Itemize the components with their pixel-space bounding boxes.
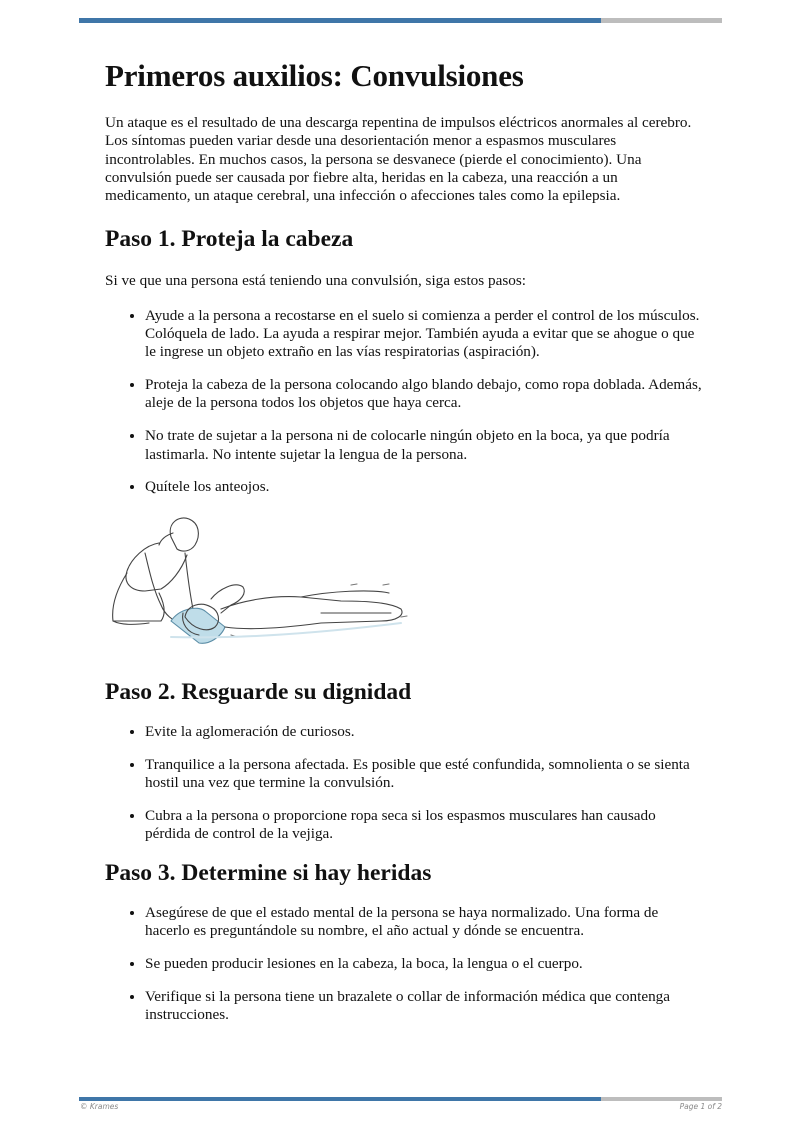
caregiver-legs xyxy=(113,573,164,621)
document-body xyxy=(105,56,705,1039)
step-3-section xyxy=(105,858,705,1024)
list-item: • No trate de sujetar a la persona ni de colocarle ningún objeto en la boca, ya que podría lastimarla. No intente sujetar la lengua de la persona. xyxy=(145,427,705,464)
list-item: • Asegúrese de que el estado mental de la persona se haya normalizado. Una forma de hacerlo es preguntándole su nombre, el año actual y dónde se encuentra. xyxy=(145,904,705,941)
copyright-text: © Krames xyxy=(80,1102,119,1111)
caregiver-arm-right xyxy=(185,553,193,609)
step-3-list xyxy=(105,904,705,1024)
list-item: • Proteja la cabeza de la persona colocando algo blando debajo, como ropa doblada. Además, aleje de la persona todos los objetos que haya cerca. xyxy=(145,376,705,413)
list-item: • Ayude a la persona a recostarse en el suelo si comienza a perder el control de los músculos. Colóquela de lado. La ayuda a respirar mejor. También ayuda a evitar que se ahogue o que le ingrese un objeto extraño en las vías respiratorias (aspiración). xyxy=(145,307,705,362)
step-2-section xyxy=(105,677,705,843)
page-title: Primeros auxilios: Convulsiones xyxy=(105,58,524,93)
step-2-list xyxy=(105,723,705,843)
step-1-heading: Paso 1. Proteja la cabeza xyxy=(105,226,354,253)
footer-rule-primary xyxy=(79,1097,601,1101)
seizure-first-aid-illustration xyxy=(101,509,411,649)
footer-rule xyxy=(79,1097,722,1101)
caregiver-torso xyxy=(126,543,187,591)
patient-legs xyxy=(301,591,391,613)
list-item: • Se pueden producir lesiones en la cabeza, la boca, la lengua o el cuerpo. xyxy=(145,955,705,973)
patient-arm xyxy=(211,585,244,613)
header-rule-secondary xyxy=(601,18,722,23)
footer-rule-secondary xyxy=(601,1097,722,1101)
list-item: • Evite la aglomeración de curiosos. xyxy=(145,723,705,741)
step-2-heading: Paso 2. Resguarde su dignidad xyxy=(105,679,412,706)
header-rule-primary xyxy=(79,18,601,23)
list-item: • Quítele los anteojos. xyxy=(145,478,705,496)
page-footer xyxy=(80,1102,722,1111)
header-rule xyxy=(79,18,722,23)
caregiver-head xyxy=(170,518,198,551)
list-item: • Verifique si la persona tiene un brazalete o collar de información médica que contenga instrucciones. xyxy=(145,988,705,1025)
step-3-heading: Paso 3. Determine si hay heridas xyxy=(105,860,432,887)
step-1-list xyxy=(105,307,705,497)
page-number: Page 1 of 2 xyxy=(679,1102,722,1111)
list-item: • Cubra a la persona o proporcione ropa seca si los espasmos musculares han causado pérdida de control de la vejiga. xyxy=(145,807,705,844)
step-1-section xyxy=(105,224,705,649)
step-1-lead: Si ve que una persona está teniendo una convulsión, siga estos pasos: xyxy=(105,272,526,290)
intro-paragraph: Un ataque es el resultado de una descarga repentina de impulsos eléctricos anormales al cerebro. Los síntomas pueden variar desde una desorientación menor a espasmos musculares incontrolables. En muchos casos, la persona se desvanece (pierde el conocimiento). Una convulsión puede ser causada por fiebre alta, heridas en la cabeza, una reacción a un medicamento, un ataque cerebral, una infección o afecciones tales como la epilepsia. xyxy=(105,114,692,205)
list-item: • Tranquilice a la persona afectada. Es posible que esté confundida, somnolienta o se sienta hostil una vez que termine la convulsión. xyxy=(145,756,705,793)
